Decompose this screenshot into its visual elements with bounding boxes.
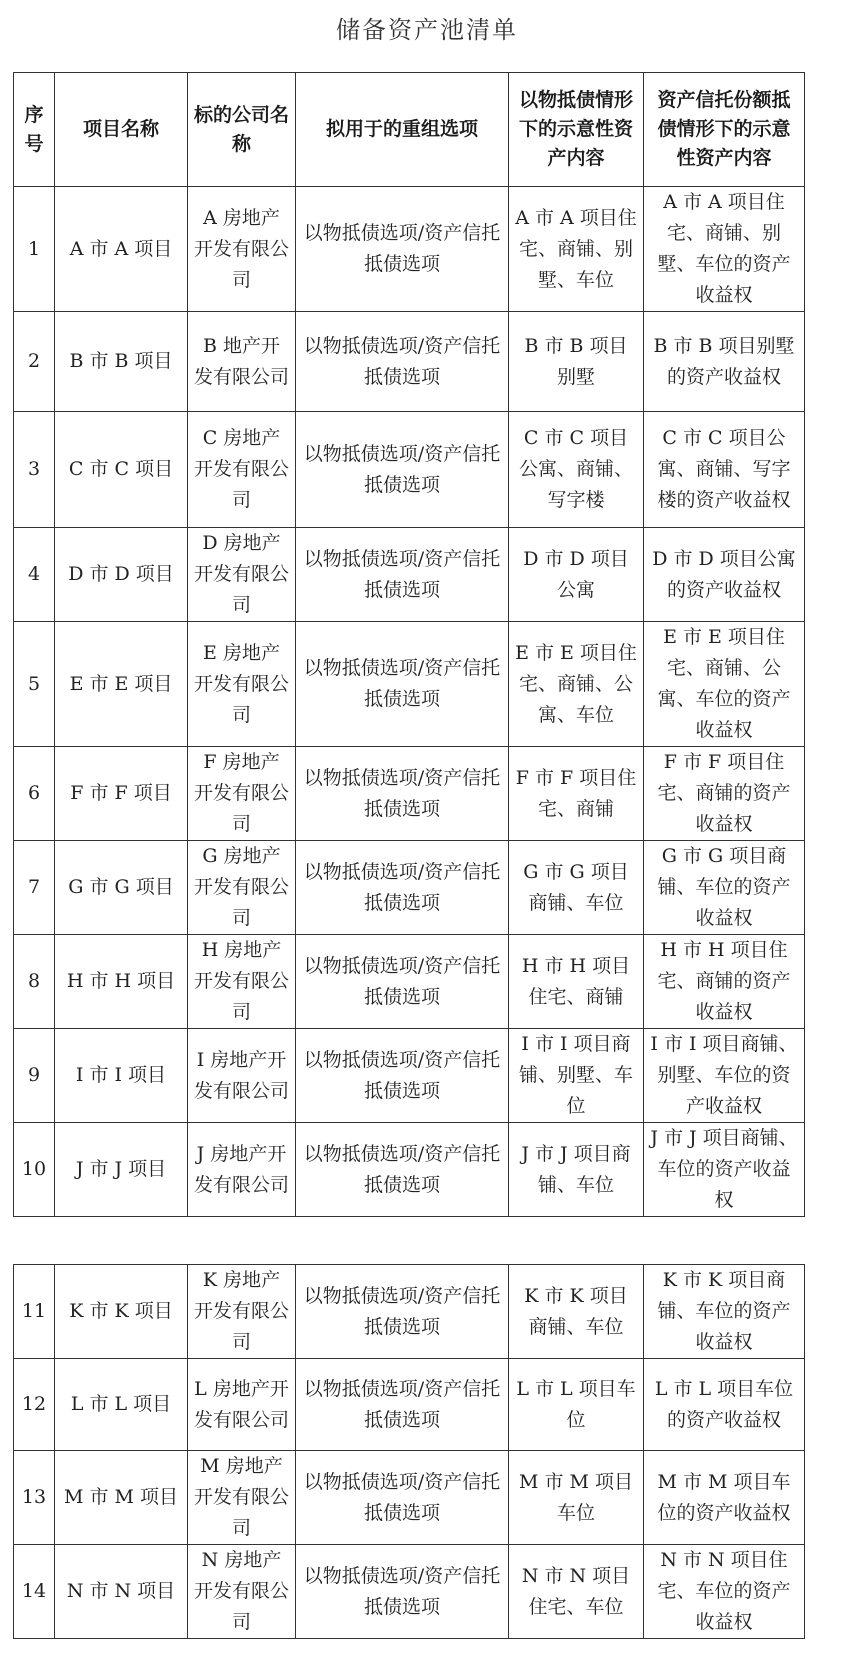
table-row [14, 622, 805, 747]
cell-no: 8 [14, 935, 55, 1029]
cell-company-name: C 房地产开发有限公司 [188, 412, 296, 528]
header-company-name: 标的公司名称 [188, 73, 296, 187]
cell-project-name: M 市 M 项目 [55, 1451, 188, 1545]
table-row [14, 1123, 805, 1217]
cell-company-name: G 房地产开发有限公司 [188, 841, 296, 935]
header-no: 序号 [14, 73, 55, 187]
cell-asset-trust: N 市 N 项目住宅、车位的资产收益权 [644, 1545, 805, 1639]
table-row [14, 187, 805, 312]
cell-project-name: K 市 K 项目 [55, 1265, 188, 1359]
cell-asset-in-kind: N 市 N 项目住宅、车位 [509, 1545, 644, 1639]
cell-restructuring-option: 以物抵债选项/资产信托抵债选项 [296, 747, 509, 841]
cell-asset-trust: E 市 E 项目住宅、商铺、公寓、车位的资产收益权 [644, 622, 805, 747]
cell-no: 6 [14, 747, 55, 841]
cell-asset-in-kind: K 市 K 项目商铺、车位 [509, 1265, 644, 1359]
cell-restructuring-option: 以物抵债选项/资产信托抵债选项 [296, 1029, 509, 1123]
cell-no: 2 [14, 312, 55, 412]
cell-asset-in-kind: G 市 G 项目商铺、车位 [509, 841, 644, 935]
cell-asset-in-kind: F 市 F 项目住宅、商铺 [509, 747, 644, 841]
cell-no: 9 [14, 1029, 55, 1123]
cell-company-name: A 房地产开发有限公司 [188, 187, 296, 312]
cell-company-name: K 房地产开发有限公司 [188, 1265, 296, 1359]
header-asset-trust: 资产信托份额抵债情形下的示意性资产内容 [644, 73, 805, 187]
cell-asset-in-kind: B 市 B 项目别墅 [509, 312, 644, 412]
cell-no: 14 [14, 1545, 55, 1639]
cell-restructuring-option: 以物抵债选项/资产信托抵债选项 [296, 1265, 509, 1359]
cell-no: 10 [14, 1123, 55, 1217]
cell-asset-in-kind: J 市 J 项目商铺、车位 [509, 1123, 644, 1217]
table-row [14, 1451, 805, 1545]
table-row [14, 1265, 805, 1359]
cell-project-name: E 市 E 项目 [55, 622, 188, 747]
table-row [14, 747, 805, 841]
cell-restructuring-option: 以物抵债选项/资产信托抵债选项 [296, 1451, 509, 1545]
cell-restructuring-option: 以物抵债选项/资产信托抵债选项 [296, 1123, 509, 1217]
header-restructuring-option: 拟用于的重组选项 [296, 73, 509, 187]
table-header-row [14, 73, 805, 187]
cell-project-name: L 市 L 项目 [55, 1359, 188, 1451]
table-row [14, 1359, 805, 1451]
cell-project-name: H 市 H 项目 [55, 935, 188, 1029]
cell-asset-trust: C 市 C 项目公寓、商铺、写字楼的资产收益权 [644, 412, 805, 528]
cell-restructuring-option: 以物抵债选项/资产信托抵债选项 [296, 1545, 509, 1639]
cell-company-name: N 房地产开发有限公司 [188, 1545, 296, 1639]
cell-project-name: B 市 B 项目 [55, 312, 188, 412]
cell-asset-in-kind: D 市 D 项目公寓 [509, 528, 644, 622]
cell-no: 5 [14, 622, 55, 747]
cell-company-name: I 房地产开发有限公司 [188, 1029, 296, 1123]
cell-project-name: G 市 G 项目 [55, 841, 188, 935]
cell-company-name: L 房地产开发有限公司 [188, 1359, 296, 1451]
asset-pool-table-part-2 [13, 1264, 805, 1639]
table-row [14, 528, 805, 622]
cell-project-name: J 市 J 项目 [55, 1123, 188, 1217]
asset-pool-table-part-1 [13, 72, 805, 1217]
cell-restructuring-option: 以物抵债选项/资产信托抵债选项 [296, 1359, 509, 1451]
document-title: 储备资产池清单 [336, 16, 518, 44]
cell-company-name: J 房地产开发有限公司 [188, 1123, 296, 1217]
cell-company-name: D 房地产开发有限公司 [188, 528, 296, 622]
table-body-part-2 [14, 1265, 805, 1639]
cell-asset-trust: G 市 G 项目商铺、车位的资产收益权 [644, 841, 805, 935]
cell-company-name: E 房地产开发有限公司 [188, 622, 296, 747]
cell-asset-in-kind: H 市 H 项目住宅、商铺 [509, 935, 644, 1029]
cell-asset-in-kind: C 市 C 项目公寓、商铺、写字楼 [509, 412, 644, 528]
cell-asset-trust: F 市 F 项目住宅、商铺的资产收益权 [644, 747, 805, 841]
cell-asset-in-kind: M 市 M 项目车位 [509, 1451, 644, 1545]
cell-asset-in-kind: L 市 L 项目车位 [509, 1359, 644, 1451]
cell-project-name: N 市 N 项目 [55, 1545, 188, 1639]
cell-company-name: F 房地产开发有限公司 [188, 747, 296, 841]
cell-restructuring-option: 以物抵债选项/资产信托抵债选项 [296, 528, 509, 622]
cell-restructuring-option: 以物抵债选项/资产信托抵债选项 [296, 622, 509, 747]
cell-project-name: A 市 A 项目 [55, 187, 188, 312]
cell-asset-in-kind: I 市 I 项目商铺、别墅、车位 [509, 1029, 644, 1123]
table-row [14, 1545, 805, 1639]
cell-asset-trust: B 市 B 项目别墅的资产收益权 [644, 312, 805, 412]
cell-asset-trust: L 市 L 项目车位的资产收益权 [644, 1359, 805, 1451]
cell-restructuring-option: 以物抵债选项/资产信托抵债选项 [296, 935, 509, 1029]
cell-asset-trust: J 市 J 项目商铺、车位的资产收益权 [644, 1123, 805, 1217]
table-row [14, 935, 805, 1029]
table-row [14, 1029, 805, 1123]
cell-no: 3 [14, 412, 55, 528]
cell-company-name: H 房地产开发有限公司 [188, 935, 296, 1029]
cell-no: 12 [14, 1359, 55, 1451]
cell-asset-in-kind: E 市 E 项目住宅、商铺、公寓、车位 [509, 622, 644, 747]
cell-restructuring-option: 以物抵债选项/资产信托抵债选项 [296, 412, 509, 528]
cell-no: 1 [14, 187, 55, 312]
cell-asset-trust: I 市 I 项目商铺、别墅、车位的资产收益权 [644, 1029, 805, 1123]
cell-asset-trust: D 市 D 项目公寓的资产收益权 [644, 528, 805, 622]
header-project-name: 项目名称 [55, 73, 188, 187]
cell-restructuring-option: 以物抵债选项/资产信托抵债选项 [296, 312, 509, 412]
table-row [14, 412, 805, 528]
cell-no: 4 [14, 528, 55, 622]
cell-no: 11 [14, 1265, 55, 1359]
cell-asset-trust: A 市 A 项目住宅、商铺、别墅、车位的资产收益权 [644, 187, 805, 312]
cell-project-name: C 市 C 项目 [55, 412, 188, 528]
cell-project-name: I 市 I 项目 [55, 1029, 188, 1123]
cell-asset-trust: M 市 M 项目车位的资产收益权 [644, 1451, 805, 1545]
cell-asset-trust: H 市 H 项目住宅、商铺的资产收益权 [644, 935, 805, 1029]
cell-no: 13 [14, 1451, 55, 1545]
cell-restructuring-option: 以物抵债选项/资产信托抵债选项 [296, 841, 509, 935]
cell-asset-in-kind: A 市 A 项目住宅、商铺、别墅、车位 [509, 187, 644, 312]
cell-asset-trust: K 市 K 项目商铺、车位的资产收益权 [644, 1265, 805, 1359]
cell-no: 7 [14, 841, 55, 935]
cell-restructuring-option: 以物抵债选项/资产信托抵债选项 [296, 187, 509, 312]
table-row [14, 312, 805, 412]
cell-project-name: F 市 F 项目 [55, 747, 188, 841]
table-row [14, 841, 805, 935]
cell-company-name: B 地产开发有限公司 [188, 312, 296, 412]
header-asset-in-kind: 以物抵债情形下的示意性资产内容 [509, 73, 644, 187]
cell-company-name: M 房地产开发有限公司 [188, 1451, 296, 1545]
cell-project-name: D 市 D 项目 [55, 528, 188, 622]
table-body-part-1 [14, 187, 805, 1217]
